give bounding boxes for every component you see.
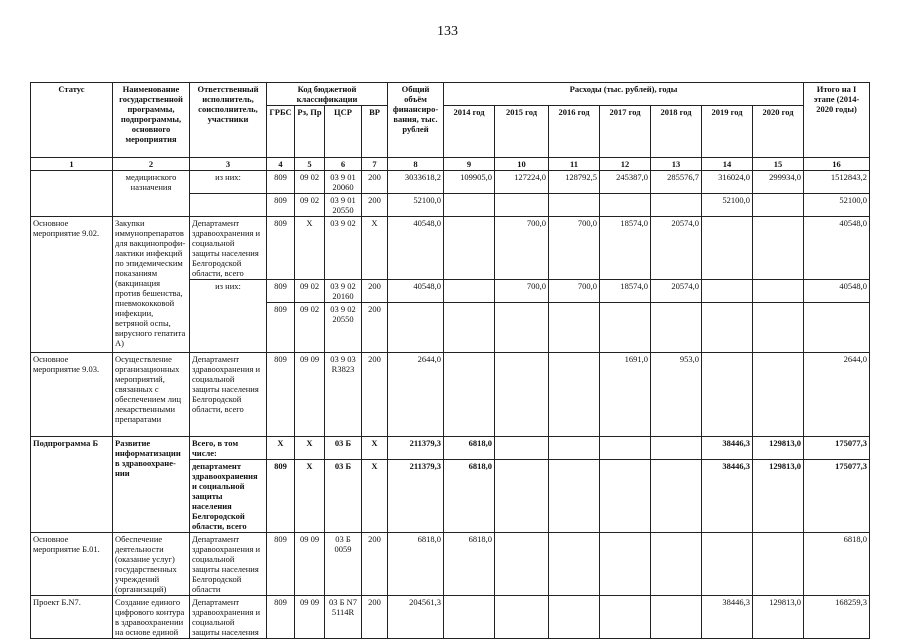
year-cell	[549, 596, 600, 639]
itogo-cell: 175077,3	[804, 437, 870, 460]
rzpr-cell: 09 02	[295, 280, 325, 303]
col-rzpr-header: Рз, Пр	[295, 106, 325, 158]
itogo-cell: 40548,0	[804, 217, 870, 280]
grbs-cell: 809	[267, 303, 295, 353]
responsible-cell: департамент здравоохранения и социальной защиты населения Белгородской области, всего	[190, 460, 267, 533]
year-cell: 129813,0	[753, 596, 804, 639]
col-index: 2	[113, 158, 190, 171]
name-cell: медицинского назначения	[113, 171, 190, 217]
year-cell: 129813,0	[753, 460, 804, 533]
year-cell	[444, 280, 495, 303]
year-cell: 52100,0	[702, 194, 753, 217]
col-name-header: Наименование государственной программы, подпрограммы, основного мероприятия	[113, 83, 190, 158]
year-cell: 38446,3	[702, 460, 753, 533]
total-cell: 211379,3	[388, 437, 444, 460]
year-cell: 38446,3	[702, 596, 753, 639]
vr-cell: Х	[362, 217, 388, 280]
csr-cell: 03 9 03 R3823	[325, 353, 362, 437]
total-cell: 6818,0	[388, 533, 444, 596]
total-cell	[388, 303, 444, 353]
year-cell: 6818,0	[444, 460, 495, 533]
vr-cell: 200	[362, 596, 388, 639]
header-row	[31, 83, 870, 106]
col-index: 4	[267, 158, 295, 171]
year-cell	[753, 533, 804, 596]
col-index: 15	[753, 158, 804, 171]
col-budget-code-header: Код бюджетной классификации	[267, 83, 388, 106]
year-cell: 18574,0	[600, 280, 651, 303]
year-cell	[495, 596, 549, 639]
responsible-cell: из них:	[190, 280, 267, 353]
vr-cell: Х	[362, 437, 388, 460]
year-cell	[549, 460, 600, 533]
year-cell	[600, 194, 651, 217]
year-cell: 700,0	[549, 217, 600, 280]
year-cell	[753, 303, 804, 353]
responsible-cell: из них:	[190, 171, 267, 194]
table-row	[31, 171, 870, 194]
year-cell	[549, 533, 600, 596]
responsible-cell: Департамент здравоохранения и социальной защиты населения	[190, 596, 267, 639]
col-index: 14	[702, 158, 753, 171]
col-index: 10	[495, 158, 549, 171]
name-cell: Обеспечение деятельности (оказание услуг) государственных учреждений (организаций)	[113, 533, 190, 596]
grbs-cell: 809	[267, 460, 295, 533]
col-index: 9	[444, 158, 495, 171]
vr-cell: Х	[362, 460, 388, 533]
col-status-header: Статус	[31, 83, 113, 158]
year-cell	[753, 217, 804, 280]
year-cell	[444, 353, 495, 437]
col-index: 12	[600, 158, 651, 171]
year-cell	[495, 303, 549, 353]
grbs-cell: 809	[267, 596, 295, 639]
year-cell: 245387,0	[600, 171, 651, 194]
column-index-row	[31, 158, 870, 171]
responsible-cell: Всего, в том числе:	[190, 437, 267, 460]
col-index: 5	[295, 158, 325, 171]
year-cell	[495, 460, 549, 533]
budget-table	[30, 82, 870, 639]
csr-cell: 03 Б	[325, 437, 362, 460]
year-cell	[753, 353, 804, 437]
csr-cell: 03 9 02	[325, 217, 362, 280]
year-cell	[444, 303, 495, 353]
total-cell: 2644,0	[388, 353, 444, 437]
col-index: 1	[31, 158, 113, 171]
csr-cell: 03 Б N7 5114R	[325, 596, 362, 639]
rzpr-cell: 09 09	[295, 533, 325, 596]
csr-cell: 03 9 02 20160	[325, 280, 362, 303]
vr-cell: 200	[362, 280, 388, 303]
name-cell: Создание единого цифрового контура в здравоохранении на основе единой	[113, 596, 190, 639]
col-itogo-header: Итого на I этапе (2014-2020 годы)	[804, 83, 870, 158]
vr-cell: 200	[362, 171, 388, 194]
total-cell: 40548,0	[388, 280, 444, 303]
itogo-cell: 6818,0	[804, 533, 870, 596]
year-cell: 38446,3	[702, 437, 753, 460]
total-cell: 204561,3	[388, 596, 444, 639]
col-index: 13	[651, 158, 702, 171]
grbs-cell: 809	[267, 280, 295, 303]
itogo-cell: 2644,0	[804, 353, 870, 437]
status-cell: Основное мероприятие 9.03.	[31, 353, 113, 437]
col-year-header: 2015 год	[495, 106, 549, 158]
year-cell	[600, 437, 651, 460]
year-cell	[651, 437, 702, 460]
year-cell: 127224,0	[495, 171, 549, 194]
table-row	[31, 596, 870, 639]
col-vr-header: ВР	[362, 106, 388, 158]
vr-cell: 200	[362, 533, 388, 596]
responsible-cell	[190, 194, 267, 217]
csr-cell: 03 9 01 20550	[325, 194, 362, 217]
itogo-cell: 52100,0	[804, 194, 870, 217]
col-year-header: 2018 год	[651, 106, 702, 158]
rzpr-cell: Х	[295, 460, 325, 533]
year-cell: 316024,0	[702, 171, 753, 194]
status-cell: Подпрограмма Б	[31, 437, 113, 533]
year-cell: 18574,0	[600, 217, 651, 280]
year-cell	[702, 303, 753, 353]
col-index: 16	[804, 158, 870, 171]
year-cell	[549, 437, 600, 460]
itogo-cell: 40548,0	[804, 280, 870, 303]
responsible-cell: Департамент здравоохранения и социальной защиты населения Белгородской области, всего	[190, 353, 267, 437]
itogo-cell: 168259,3	[804, 596, 870, 639]
col-year-header: 2017 год	[600, 106, 651, 158]
year-cell: 128792,5	[549, 171, 600, 194]
year-cell	[495, 194, 549, 217]
name-cell: Развитие информатизации в здравоохране-нии	[113, 437, 190, 533]
year-cell: 6818,0	[444, 437, 495, 460]
grbs-cell: 809	[267, 353, 295, 437]
year-cell: 1691,0	[600, 353, 651, 437]
col-year-header: 2020 год	[753, 106, 804, 158]
year-cell	[753, 194, 804, 217]
year-cell	[444, 217, 495, 280]
col-total-header: Общий объём финансиро-вания, тыс. рублей	[388, 83, 444, 158]
year-cell: 700,0	[495, 280, 549, 303]
year-cell	[600, 303, 651, 353]
year-cell	[651, 596, 702, 639]
col-grbs-header: ГРБС	[267, 106, 295, 158]
page-number: 133	[437, 24, 458, 39]
col-year-header: 2019 год	[702, 106, 753, 158]
rzpr-cell: Х	[295, 217, 325, 280]
rzpr-cell: 09 09	[295, 353, 325, 437]
rzpr-cell: Х	[295, 437, 325, 460]
status-cell: Проект Б.N7.	[31, 596, 113, 639]
year-cell	[495, 353, 549, 437]
rzpr-cell: 09 09	[295, 596, 325, 639]
total-cell: 211379,3	[388, 460, 444, 533]
year-cell	[495, 437, 549, 460]
grbs-cell: 809	[267, 533, 295, 596]
table-row	[31, 217, 870, 280]
table-row	[31, 353, 870, 437]
year-cell: 6818,0	[444, 533, 495, 596]
csr-cell: 03 Б	[325, 460, 362, 533]
year-cell	[549, 194, 600, 217]
col-index: 11	[549, 158, 600, 171]
col-expenses-header: Расходы (тыс. рублей), годы	[444, 83, 804, 106]
year-cell	[651, 303, 702, 353]
year-cell: 299934,0	[753, 171, 804, 194]
year-cell: 20574,0	[651, 217, 702, 280]
rzpr-cell: 09 02	[295, 194, 325, 217]
year-cell: 700,0	[495, 217, 549, 280]
itogo-cell: 175077,3	[804, 460, 870, 533]
col-csr-header: ЦСР	[325, 106, 362, 158]
year-cell	[702, 217, 753, 280]
grbs-cell: 809	[267, 171, 295, 194]
year-cell	[495, 533, 549, 596]
name-cell: Осуществление организационных мероприятий, связанных с обеспечением лиц лекарственными препаратами	[113, 353, 190, 437]
year-cell	[702, 280, 753, 303]
status-cell: Основное мероприятие Б.01.	[31, 533, 113, 596]
rzpr-cell: 09 02	[295, 171, 325, 194]
col-year-header: 2016 год	[549, 106, 600, 158]
responsible-cell: Департамент здравоохранения и социальной защиты населения Белгородской области	[190, 533, 267, 596]
year-cell: 700,0	[549, 280, 600, 303]
csr-cell: 03 Б 0059	[325, 533, 362, 596]
rzpr-cell: 09 02	[295, 303, 325, 353]
csr-cell: 03 9 02 20550	[325, 303, 362, 353]
col-index: 7	[362, 158, 388, 171]
year-cell: 109905,0	[444, 171, 495, 194]
col-year-header: 2014 год	[444, 106, 495, 158]
year-cell	[444, 194, 495, 217]
year-cell	[651, 460, 702, 533]
year-cell	[702, 353, 753, 437]
status-cell: Основное мероприятие 9.02.	[31, 217, 113, 353]
vr-cell: 200	[362, 353, 388, 437]
total-cell: 3033618,2	[388, 171, 444, 194]
itogo-cell	[804, 303, 870, 353]
grbs-cell: 809	[267, 194, 295, 217]
year-cell	[651, 533, 702, 596]
year-cell: 20574,0	[651, 280, 702, 303]
responsible-cell: Департамент здравоохранения и социальной защиты населения Белгородской области, всего	[190, 217, 267, 280]
year-cell	[753, 280, 804, 303]
col-index: 3	[190, 158, 267, 171]
year-cell	[702, 533, 753, 596]
vr-cell: 200	[362, 194, 388, 217]
status-cell	[31, 171, 113, 217]
grbs-cell: 809	[267, 217, 295, 280]
year-cell	[549, 303, 600, 353]
total-cell: 52100,0	[388, 194, 444, 217]
year-cell	[444, 596, 495, 639]
vr-cell: 200	[362, 303, 388, 353]
total-cell: 40548,0	[388, 217, 444, 280]
itogo-cell: 1512843,2	[804, 171, 870, 194]
name-cell: Закупки иммунопрепаратов для вакцинопрофи-лактики инфекций по эпидемическим показаниям (вакцинация против бешенства, пневмококковой инфекции, ветряной оспы, вирусного гепатита А)	[113, 217, 190, 353]
year-cell: 129813,0	[753, 437, 804, 460]
year-cell	[600, 533, 651, 596]
year-cell: 953,0	[651, 353, 702, 437]
table-row	[31, 533, 870, 596]
grbs-cell: Х	[267, 437, 295, 460]
year-cell: 285576,7	[651, 171, 702, 194]
year-cell	[549, 353, 600, 437]
csr-cell: 03 9 01 20060	[325, 171, 362, 194]
year-cell	[600, 596, 651, 639]
col-index: 8	[388, 158, 444, 171]
year-cell	[600, 460, 651, 533]
col-responsible-header: Ответственный исполнитель, соисполнитель, участники	[190, 83, 267, 158]
table-row	[31, 437, 870, 460]
year-cell	[651, 194, 702, 217]
col-index: 6	[325, 158, 362, 171]
